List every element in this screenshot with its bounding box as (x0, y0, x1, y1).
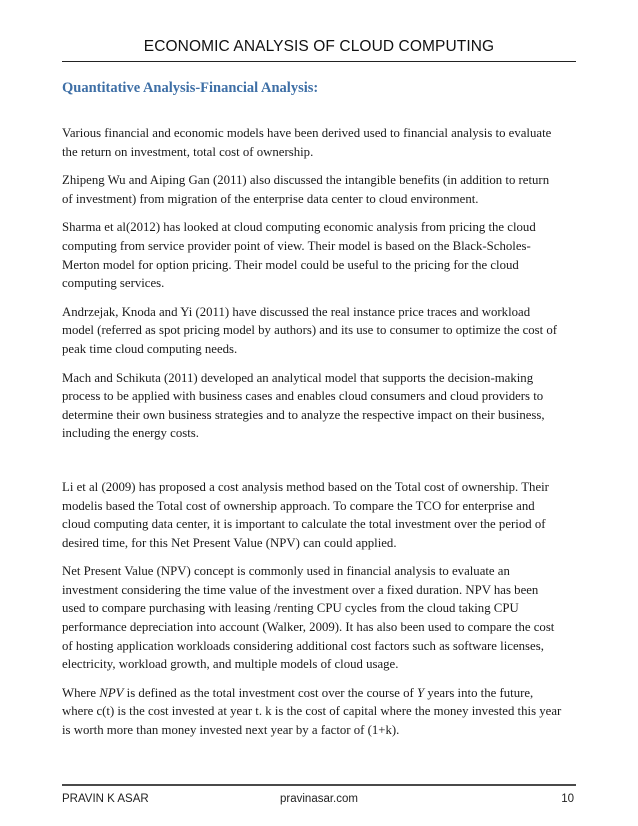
running-header-title: ECONOMIC ANALYSIS OF CLOUD COMPUTING (143, 38, 495, 55)
paragraph-6: Li et al (2009) has proposed a cost analysis method based on the Total cost of ownership. Their modelis based the Total cost of ownership approach. To compare the TCO for enterprise and cloud computing data center, it is important to calculate the total investment over the period of desired time, for this Net Present Value (NPV) can could applied. (62, 479, 549, 550)
page-number: 10 (561, 793, 574, 805)
paragraph-8-part-b: is defined as the total investment cost over the course of (123, 685, 418, 700)
paragraph-7: Net Present Value (NPV) concept is commonly used in financial analysis to evaluate an investment considering the time value of the investment over a fixed duration. NPV has been used to compare purchasing with leasing /renting CPU cycles from the cloud taking CPU performance depreciation into account (Walker, 2009). It has also been used to compare the cost of hosting application workloads considering additional cost factors such as software licenses, electricity, workload growth, and multiple models of cloud usage. (62, 564, 555, 672)
body-text (62, 124, 562, 750)
section-heading: Quantitative Analysis-Financial Analysis: (62, 80, 319, 96)
paragraph-3: Sharma et al(2012) has looked at cloud computing economic analysis from pricing the cloud computing from service provider point of view. Their model is based on the Black-Scholes-Merton model for option pricing. Their model could be useful to the pricing for the cloud computing services. (62, 220, 536, 291)
npv-variable: NPV (99, 685, 124, 700)
y-variable: Y (417, 685, 425, 700)
footer-website: pravinasar.com (280, 793, 358, 805)
header-divider (62, 61, 576, 62)
footer-author: PRAVIN K ASAR (62, 793, 149, 805)
footer-divider (62, 784, 576, 786)
paragraph-5: Mach and Schikuta (2011) developed an analytical model that supports the decision-making process to be applied with business cases and enables cloud consumers and cloud providers to determine their own business strategies and to analyze the respective impact on their business, including the energy costs. (62, 370, 545, 441)
paragraph-4: Andrzejak, Knoda and Yi (2011) have discussed the real instance price traces and workload model (referred as spot pricing model by authors) and its use to consumer to optimize the cost of peak time cloud computing needs. (62, 304, 558, 356)
paragraph-8 (62, 684, 562, 740)
paragraph-1: Various financial and economic models have been derived used to financial analysis to evaluate the return on investment, total cost of ownership. (62, 126, 552, 159)
paragraph-8-part-c: years into the future, where c(t) is the cost invested at year t. k is the cost of capital where the money invested this year is worth more than money invested next year by a factor of (1+k). (62, 685, 562, 738)
paragraph-2: Zhipeng Wu and Aiping Gan (2011) also discussed the intangible benefits (in addition to return of investment) from migration of the enterprise data center to cloud environment. (62, 173, 550, 206)
paragraph-8-part-a: Where (62, 685, 100, 700)
